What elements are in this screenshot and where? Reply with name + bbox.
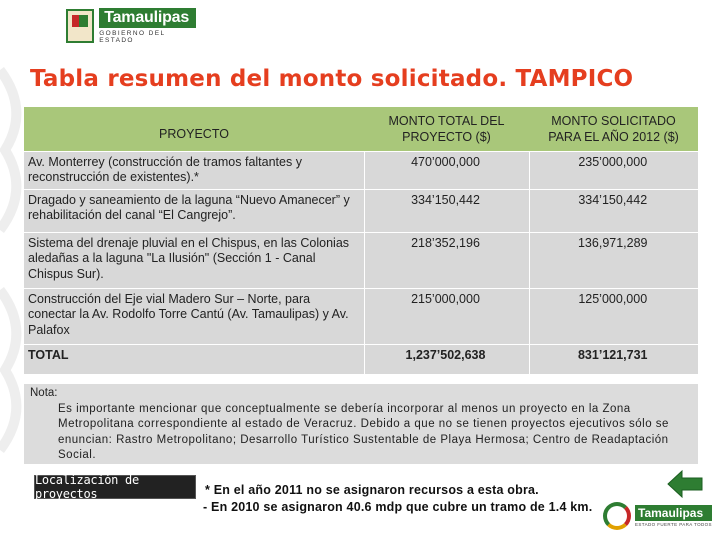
tamaulipas-footer-logo [603,496,715,536]
cell-total-sum: 1,237’502,638 [364,344,529,374]
logo-subtitle: GOBIERNO DEL ESTADO [99,30,166,44]
summary-table [24,107,698,375]
note-label: Nota: [30,387,58,399]
cell-total: 218’352,196 [364,232,529,288]
cell-solicitado: 235’000,000 [529,151,698,189]
cell-total-label: TOTAL [24,344,364,374]
cell-total: 470’000,000 [364,151,529,189]
total-row [24,344,698,374]
cell-proyecto: Av. Monterrey (construcción de tramos faltantes y reconstrucción de existentes).* [24,151,364,189]
footnote-2010: - En 2010 se asignaron 40.6 mdp que cubre un tramo de 1.4 km. [203,500,593,514]
cell-total: 215’000,000 [364,288,529,344]
header-monto-solicitado: MONTO SOLICITADO PARA EL AÑO 2012 ($) [529,107,698,151]
logo-brand: Tamaulipas [99,8,196,28]
cell-proyecto: Construcción del Eje vial Madero Sur – Norte, para conectar la Av. Rodolfo Torre Cantú (Av. Tamaulipas) y Av. Palafox [24,288,364,344]
table-row [24,288,698,344]
page-title: Tabla resumen del monto solicitado. TAMPICO [30,66,634,92]
table-row [24,151,698,189]
cell-total: 334’150,442 [364,189,529,232]
cell-solicitado-sum: 831’121,731 [529,344,698,374]
cell-solicitado: 136,971,289 [529,232,698,288]
location-projects-button[interactable]: Localización de proyectos [34,475,196,499]
footnote-2011: * En el año 2011 no se asignaron recursos a esta obra. [205,483,539,497]
tamaulipas-swirl-icon [603,502,631,530]
state-seal-icon [66,9,94,43]
cell-proyecto: Sistema del drenaje pluvial en el Chispus, en las Colonias aledañas a la laguna "La Ilusión" (Sección 1 - Canal Chispus Sur). [24,232,364,288]
table-row [24,189,698,232]
note-body: Es importante mencionar que conceptualmente se debería incorporar al menos un proyecto en la Zona Metropolitana correspondiente al estado de Veracruz. Debido a que no se tienen proyectos ejecutivos sólo se enuncian: Rastro Metropolitano; Desarrollo Turístico Sustentable de Playa Hermosa; Centro de Readaptación Social. [58,402,669,461]
footer-logo-subtitle: ESTADO FUERTE PARA TODOS [635,522,712,527]
cell-solicitado: 334’150,442 [529,189,698,232]
cell-solicitado: 125’000,000 [529,288,698,344]
header-monto-total: MONTO TOTAL DEL PROYECTO ($) [364,107,529,151]
table-row [24,232,698,288]
tamaulipas-logo [66,8,196,44]
header-proyecto: PROYECTO [24,107,364,151]
footer-logo-brand: Tamaulipas [635,505,712,521]
note-box [24,384,698,464]
cell-proyecto: Dragado y saneamiento de la laguna “Nuevo Amanecer” y rehabilitación del canal “El Cangrejo”. [24,189,364,232]
